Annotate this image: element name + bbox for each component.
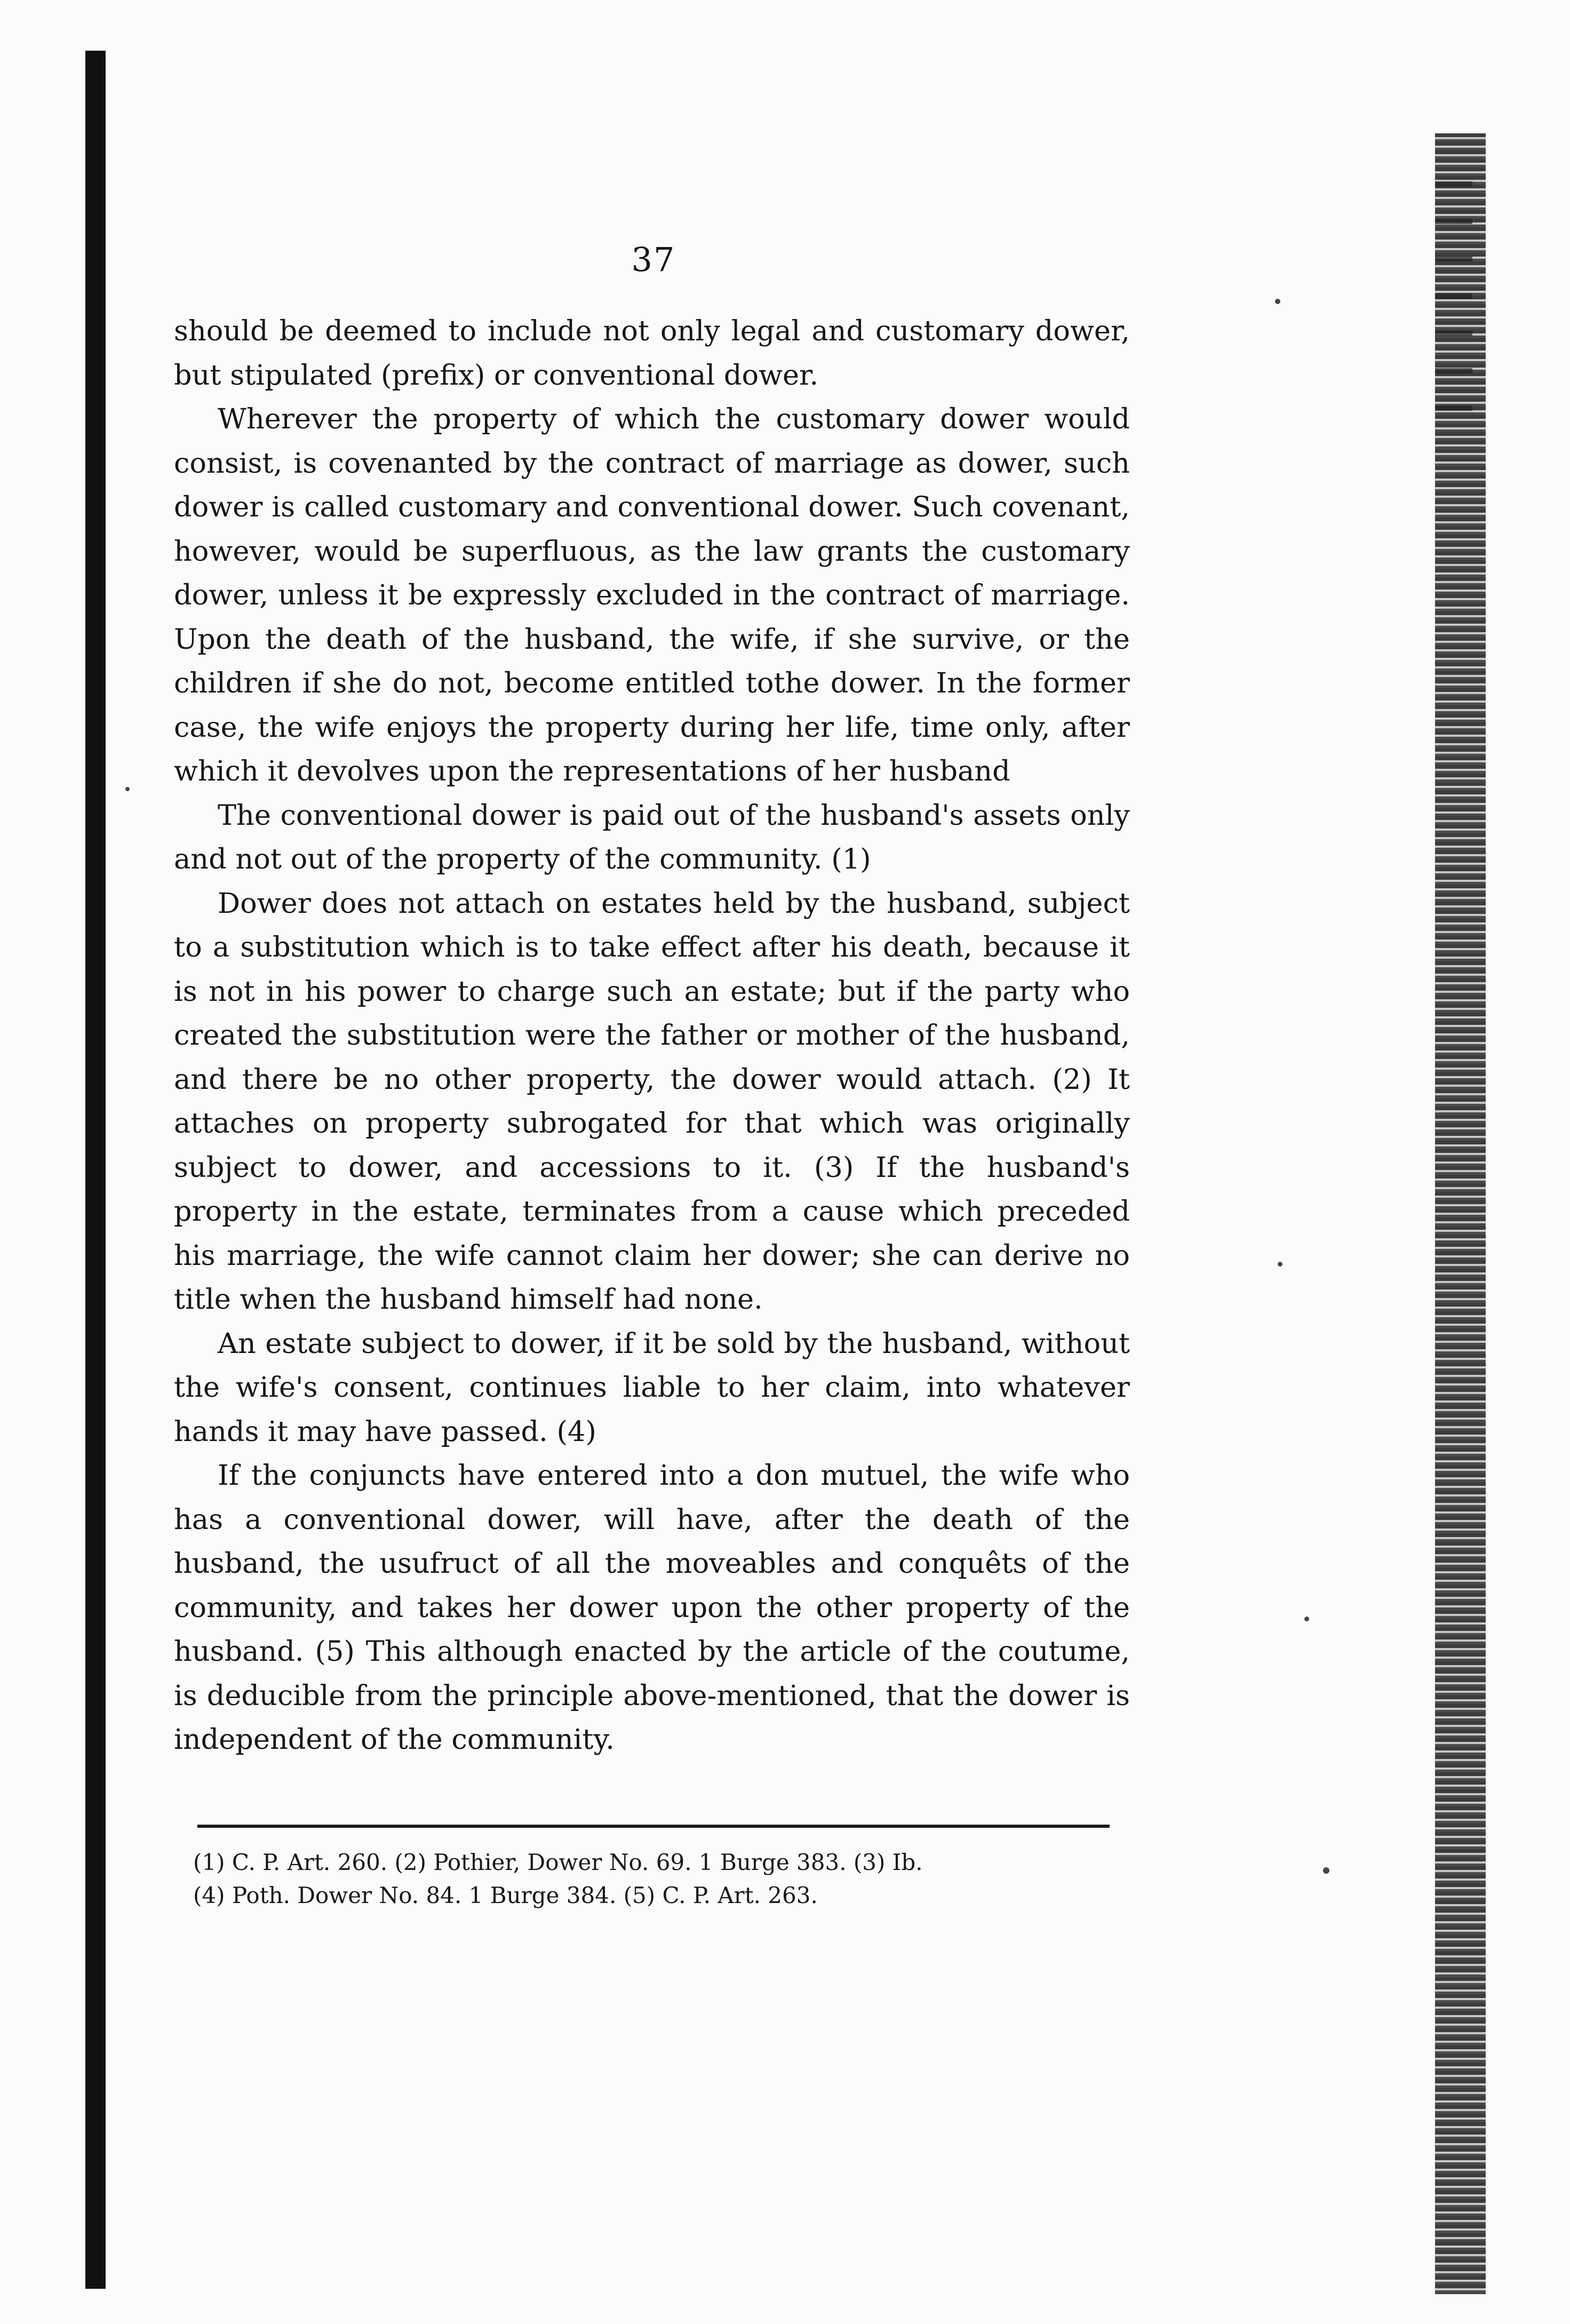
paragraph-2: Wherever the property of which the customary dower would consist, is covenanted by the contract of marriage as dower, such dower is called customary and conventional dower. Such covenant, however, would be superfluous, as the law grants the customary dower, unless it be expressly excluded in the contract of marriage. Upon the death of the husband, the wife, if she survive, or the children if she do not, become entitled tothe dower. In the former case, the wife enjoys the property during her life, time only, after which it devolves upon the representations of her husband — [174, 403, 1130, 787]
scan-speck — [1278, 1262, 1282, 1267]
footnotes — [174, 1846, 1150, 1912]
scan-shadow-left — [85, 51, 106, 2289]
scan-speck — [1304, 1617, 1309, 1621]
body-text — [174, 309, 1130, 1762]
footnote-divider — [197, 1825, 1110, 1828]
paragraph-1: should be deemed to include not only legal and customary dower, but stipulated (prefix) or conventional dower. — [174, 315, 1130, 392]
scan-speck — [1323, 1867, 1329, 1874]
scan-speck — [1275, 299, 1280, 304]
scan-shadow-right — [1435, 133, 1486, 2294]
paragraph-4: Dower does not attach on estates held by the husband, subject to a substitution which is to take effect after his death, because it is not in his power to charge such an estate; but if the party who created the substitution were the father or mother of the husband, and there be no other property, the dower would attach. (2) It attaches on property subrogated for that which was originally subject to dower, and accessions to it. (3) If the husband's property in the estate, terminates from a cause which preceded his marriage, the wife cannot claim her dower; she can derive no title when the husband himself had none. — [174, 887, 1130, 1316]
paragraph-5: An estate subject to dower, if it be sold by the husband, without the wife's consent, continues liable to her claim, into whatever hands it may have passed. (4) — [174, 1327, 1130, 1448]
paragraph-6: If the conjuncts have entered into a don mutuel, the wife who has a conventional dower, will have, after the death of the husband, the usufruct of all the moveables and conquêts of the community, and takes her dower upon the other property of the husband. (5) This although enacted by the article of the coutume, is deducible from the principle above-mentioned, that the dower is independent of the community. — [174, 1459, 1130, 1756]
footnote-line-1: (1) C. P. Art. 260. (2) Pothier, Dower No. 69. 1 Burge 383. (3) Ib. — [193, 1849, 923, 1875]
paragraph-3: The conventional dower is paid out of the husband's assets only and not out of the property of the community. (1) — [174, 799, 1130, 876]
scan-shadow-right-marks — [1435, 149, 1472, 416]
footnote-line-2: (4) Poth. Dower No. 84. 1 Burge 384. (5) C. P. Art. 263. — [193, 1882, 818, 1908]
scan-speck — [125, 787, 130, 791]
page-number: 37 — [631, 240, 676, 279]
